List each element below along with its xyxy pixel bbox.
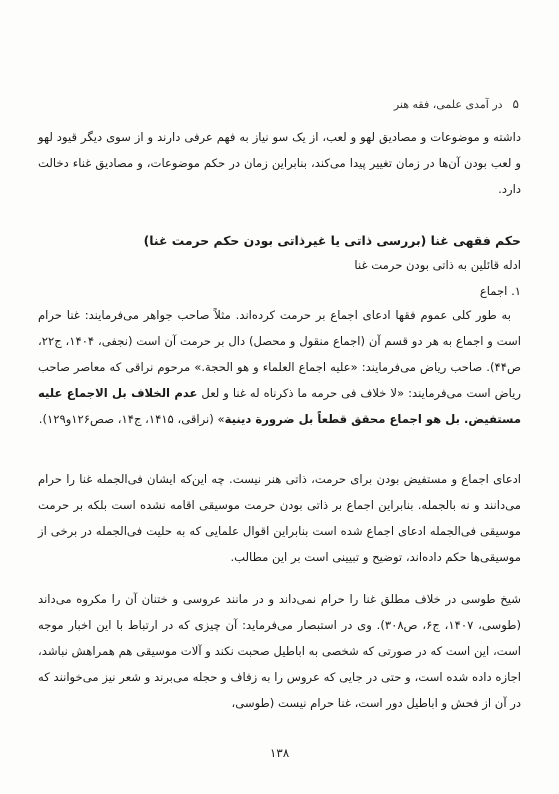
body-paragraph-2 [38,466,521,570]
section-heading: حکم فقهی غنا (بررسی ذاتی یا غیرذاتی بودن حکم حرمت غنا) [143,233,521,248]
running-head-title: در آمدی علمی، فقه هنر [393,97,503,111]
page-number: ۱۳۸ [269,746,290,760]
body-paragraph-2-text: ادعای اجماع و مستفیض بودن برای حرمت، ذاتی هنر نیست. چه این‌که ایشان فی‌الجمله غنا را حرام می‌دانند و نه بالجمله. بنابراین اجماع بر ذاتی بودن حرمت موسیقی اقامه نشده است بلکه بر حرمت موسیقی فی‌الجمله ادعای اجماع شده است بنابراین اقوال علمایی که به حلیت فی‌الجمله در برخی از موسیقی‌ها حکم داده‌اند، توضیح و تبیینی است بر این مطالب. [38,472,521,564]
running-head-marker: ۵ [512,97,519,111]
intro-paragraph-text: داشته و موضوعات و مصادیق لهو و لعب، از یک سو نیاز به فهم عرفی دارند و از سوی دیگر قیود لهو و لعب بودن آن‌ها در زمان تغییر پیدا می‌کند، بنابراین زمان در حکم موضوعات، و مصادیق غناء دخالت دارد. [38,130,521,196]
body-paragraph-1-part1: به طور کلی عموم فقها ادعای اجماع بر حرمت کرده‌اند. مثلاً صاحب جواهر می‌فرمایند: غنا حرام است و اجماع به هر دو قسم آن (اجماع منقول و محصل) دال بر حرمت آن است (نجفی، ۱۴۰۴، ج۲۲، ص۴۴). صاحب ریاض می‌فرمایند: «علیه اجماع العلماء و هو الحجة.» مرحوم نراقی که معاصر صاحب ریاض است می‌فرمایند: «لا خلاف فی حرمه ما ذکرناه له غنا و لعل [38,308,521,400]
body-paragraph-1 [38,302,521,432]
intro-paragraph [38,124,521,202]
body-paragraph-1-bold: عدم الخلاف بل الاجماع علیه مستفیض. بل هو اجماع محقق قطعاً بل ضرورة دینیة [38,386,521,426]
sub-heading: ادله قائلین به ذاتی بودن حرمت غنا [354,258,521,272]
body-paragraph-3 [38,586,521,716]
item-heading: ۱. اجماع [479,284,521,298]
body-paragraph-1-part2: » (نراقی، ۱۴۱۵، ج۱۴، صص۱۲۶و۱۲۹). [38,412,225,426]
body-paragraph-3-text: شیخ طوسی در خلاف مطلق غنا را حرام نمی‌داند و در مانند عروسی و ختنان آن را مکروه می‌داند (طوسی، ۱۴۰۷، ج۶، ص۳۰۸). وی در استبصار می‌فرماید: آن چیزی که در ارتباط با این اخبار موجه است، این است که در صورتی که شخصی به اباطیل صحبت نکند و آلات موسیقی هم همراهش نباشد، اجازه داده شده است، و حتی در جایی که عروس را به زفاف و حجله می‌برند و شعر نیز می‌خوانند که در آن از فحش و اباطیل دور است، غنا حرام نیست (طوسی، [38,592,521,710]
running-head [40,94,519,114]
